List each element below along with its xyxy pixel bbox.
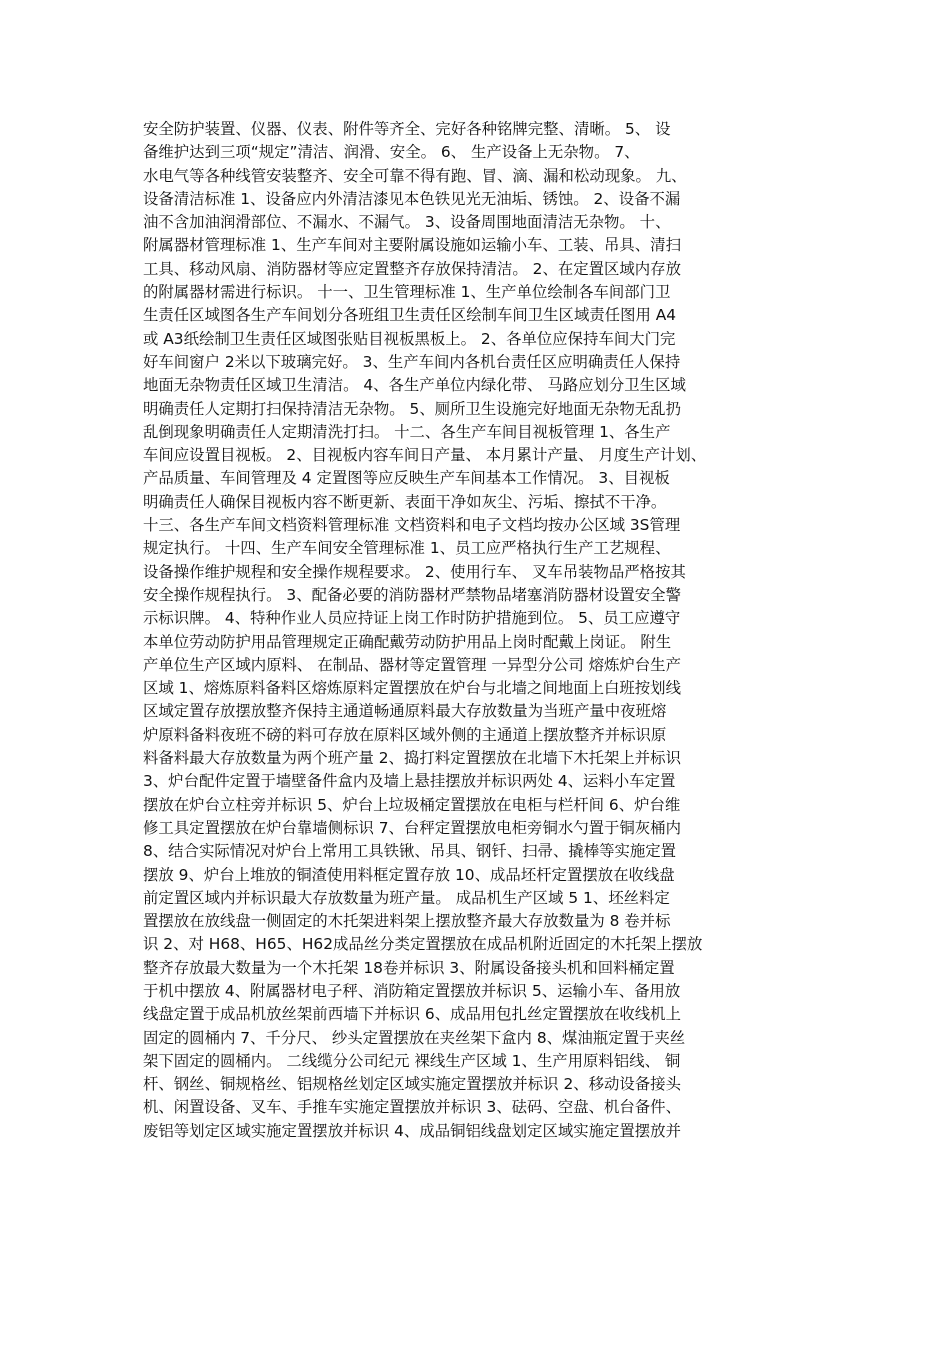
text-line: 置摆放在放线盘一侧固定的木托架进料架上摆放整齐最大存放数量为 8 卷并标 bbox=[143, 912, 671, 931]
text-line: 好车间窗户 2米以下玻璃完好。 3、生产车间内各机台责任区应明确责任人保持 bbox=[143, 352, 681, 371]
text-line: 或 A3纸绘制卫生责任区域图张贴目视板黑板上。 2、各单位应保持车间大门完 bbox=[143, 329, 676, 348]
text-line: 固定的圆桶内 7、千分尺、 纱头定置摆放在夹丝架下盒内 8、煤油瓶定置于夹丝 bbox=[143, 1028, 686, 1047]
text-line: 十三、各生产车间文档资料管理标准 文档资料和电子文档均按办公区域 3S管理 bbox=[143, 516, 681, 535]
text-line: 安全防护装置、仪器、仪表、附件等齐全、完好各种铭牌完整、清晰。 5、 设 bbox=[143, 120, 671, 138]
text-line: 规定执行。 十四、生产车间安全管理标准 1、员工应严格执行生产工艺规程、 bbox=[143, 539, 671, 558]
text-line: 乱倒现象明确责任人定期清洗打扫。 十二、各生产车间目视板管理 1、各生产 bbox=[143, 422, 671, 441]
text-line: 备维护达到三项“规定”清洁、润滑、安全。 6、 生产设备上无杂物。 7、 bbox=[143, 143, 640, 162]
text-line: 前定置区域内并标识最大存放数量为班产量。 成品机生产区域 5 1、坯丝料定 bbox=[143, 888, 670, 907]
text-line: 明确责任人定期打扫保持清洁无杂物。 5、厕所卫生设施完好地面无杂物无乱扔 bbox=[143, 399, 681, 418]
text-line: 设备清洁标准 1、设备应内外清洁漆见本色铁见光无油垢、锈蚀。 2、设备不漏 bbox=[143, 189, 681, 208]
text-line: 废铝等划定区域实施定置摆放并标识 4、成品铜铝线盘划定区域实施定置摆放并 bbox=[143, 1121, 681, 1140]
text-line: 设备操作维护规程和安全操作规程要求。 2、使用行车、 叉车吊装物品严格按其 bbox=[143, 562, 686, 581]
text-line: 识 2、对 H68、H65、H62成品丝分类定置摆放在成品机附近固定的木托架上摆放 bbox=[143, 935, 703, 954]
text-line: 线盘定置于成品机放丝架前西墙下并标识 6、成品用包扎丝定置摆放在收线机上 bbox=[143, 1005, 681, 1024]
text-line: 车间应设置目视板。 2、目视板内容车间日产量、 本月累计产量、 月度生产计划、 bbox=[143, 446, 707, 465]
text-line: 附属器材管理标准 1、生产车间对主要附属设施如运输小车、工装、吊具、清扫 bbox=[143, 236, 681, 255]
text-line: 炉原料备料夜班不磅的料可存放在原料区域外侧的主通道上摆放整齐并标识原 bbox=[143, 725, 667, 744]
text-line: 3、炉台配件定置于墙壁备件盒内及墙上悬挂摆放并标识两处 4、运料小车定置 bbox=[143, 772, 676, 791]
text-line: 水电气等各种线管安装整齐、安全可靠不得有跑、冒、滴、漏和松动现象。 九、 bbox=[143, 166, 687, 185]
text-line: 杆、钢丝、铜规格丝、铝规格丝划定区域实施定置摆放并标识 2、移动设备接头 bbox=[143, 1075, 681, 1094]
text-line: 本单位劳动防护用品管理规定正确配戴劳动防护用品上岗时配戴上岗证。 附生 bbox=[143, 632, 672, 651]
text-line: 摆放 9、炉台上堆放的铜渣使用料框定置存放 10、成品坯杆定置摆放在收线盘 bbox=[143, 865, 675, 884]
text-line: 架下固定的圆桶内。 二线缆分公司纪元 裸线生产区域 1、生产用原料铝线、 铜 bbox=[143, 1051, 681, 1070]
text-line: 区域 1、熔炼原料备料区熔炼原料定置摆放在炉台与北墙之间地面上白班按划线 bbox=[143, 679, 681, 698]
text-line: 产单位生产区域内原料、 在制品、器材等定置管理 一异型分公司 熔炼炉台生产 bbox=[143, 655, 681, 674]
text-line: 油不含加油润滑部位、不漏水、不漏气。 3、设备周围地面清洁无杂物。 十、 bbox=[143, 213, 671, 232]
text-line: 工具、移动风扇、消防器材等应定置整齐存放保持清洁。 2、在定置区域内存放 bbox=[143, 259, 681, 278]
text-line: 摆放在炉台立柱旁并标识 5、炉台上垃圾桶定置摆放在电柜与栏杆间 6、炉台维 bbox=[143, 795, 681, 814]
text-line: 修工具定置摆放在炉台靠墙侧标识 7、台秤定置摆放电柜旁铜水勺置于铜灰桶内 bbox=[143, 818, 681, 837]
text-line: 于机中摆放 4、附属器材电子秤、消防箱定置摆放并标识 5、运输小车、备用放 bbox=[143, 981, 681, 1000]
text-line: 整齐存放最大数量为一个木托架 18卷并标识 3、附属设备接头机和回料桶定置 bbox=[143, 958, 675, 977]
text-line: 8、结合实际情况对炉台上常用工具铁锹、吊具、钢钎、扫帚、撬棒等实施定置 bbox=[143, 842, 677, 861]
text-line: 地面无杂物责任区域卫生清洁。 4、各生产单位内绿化带、 马路应划分卫生区域 bbox=[143, 376, 686, 395]
text-line: 料备料最大存放数量为两个班产量 2、捣打料定置摆放在北墙下木托架上并标识 bbox=[143, 749, 681, 768]
text-line: 产品质量、车间管理及 4 定置图等应反映生产车间基本工作情况。 3、目视板 bbox=[143, 469, 670, 488]
text-line: 明确责任人确保目视板内容不断更新、表面干净如灰尘、污垢、擦拭不干净。 bbox=[143, 492, 667, 511]
document-body bbox=[143, 118, 808, 1143]
text-line: 区域定置存放摆放整齐保持主通道畅通原料最大存放数量为当班产量中夜班熔 bbox=[143, 702, 667, 721]
text-line: 生责任区域图各生产车间划分各班组卫生责任区绘制车间卫生区域责任图用 A4 bbox=[143, 306, 677, 325]
text-line: 示标识牌。 4、特种作业人员应持证上岗工作时防护措施到位。 5、员工应遵守 bbox=[143, 609, 681, 628]
text-line: 安全操作规程执行。 3、配备必要的消防器材严禁物品堵塞消防器材设置安全警 bbox=[143, 585, 681, 604]
text-line: 机、闲置设备、叉车、手推车实施定置摆放并标识 3、砝码、空盘、机台备件、 bbox=[143, 1098, 681, 1117]
text-line: 的附属器材需进行标识。 十一、卫生管理标准 1、生产单位绘制各车间部门卫 bbox=[143, 283, 671, 302]
